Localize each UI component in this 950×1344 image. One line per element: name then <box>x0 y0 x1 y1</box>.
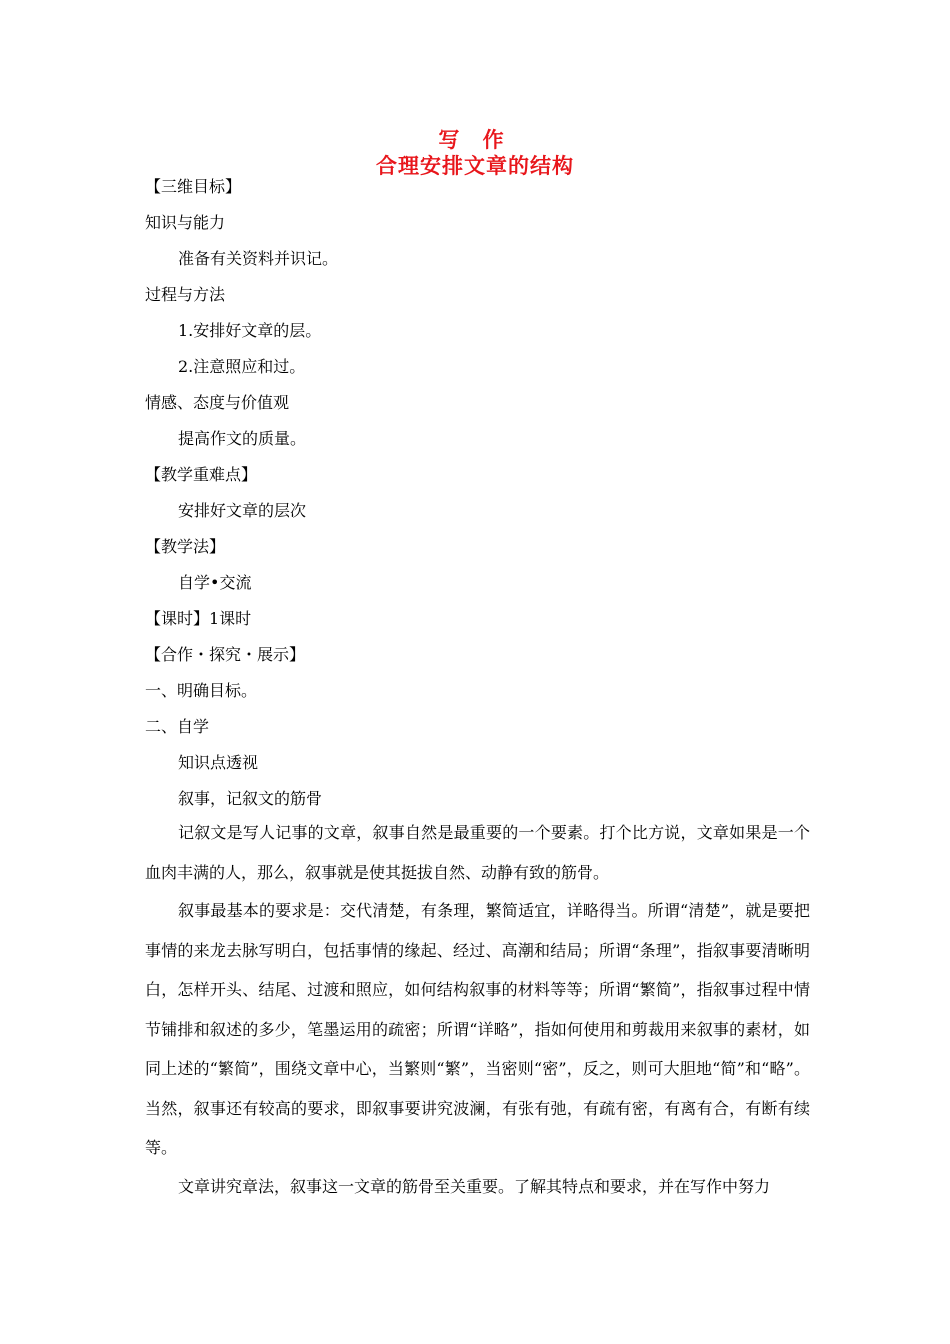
step-1: 一、明确目标。 <box>145 681 258 700</box>
knowledge-item: 准备有关资料并识记。 <box>178 249 339 268</box>
emotion-heading: 情感、态度与价值观 <box>145 393 290 412</box>
coop-heading: 【合作・探究・展示】 <box>145 645 306 664</box>
knowledge-heading: 知识与能力 <box>145 213 226 232</box>
goals-heading: 【三维目标】 <box>145 177 242 196</box>
process-heading: 过程与方法 <box>145 285 226 304</box>
paragraph-1: 记叙文是写人记事的文章，叙事自然是最重要的一个要素。打个比方说，文章如果是一个血肉丰满的人，那么，叙事就是使其挺拔自然、动静有致的筋骨。 <box>145 823 810 882</box>
step-2: 二、自学 <box>145 717 210 736</box>
knowledge-point-heading: 知识点透视 <box>178 753 259 772</box>
paragraph-3: 文章讲究章法，叙事这一文章的筋骨至关重要。了解其特点和要求，并在写作中努力 <box>178 1177 771 1196</box>
keypoints-heading: 【教学重难点】 <box>145 465 258 484</box>
paragraph-2: 叙事最基本的要求是：交代清楚，有条理，繁简适宜，详略得当。所谓“清楚”，就是要把事情的来龙去脉写明白，包括事情的缘起、经过、高潮和结局；所谓“条理”，指叙事要清晰明白，怎样开头、结尾、过渡和照应，如何结构叙事的材料等等；所谓“繁简”，指叙事过程中情节铺排和叙述的多少，笔墨运用的疏密；所谓“详略”，指如何使用和剪裁用来叙事的素材，如同上述的“繁简”，围绕文章中心，当繁则“繁”，当密则“密”，反之，则可大胆地“简”和“略”。当然，叙事还有较高的要求，即叙事要讲究波澜，有张有弛，有疏有密，有离有合，有断有续等。 <box>145 901 810 1157</box>
hours-line: 【课时】1课时 <box>145 609 252 628</box>
document-title: 写 作 <box>438 128 512 152</box>
document-subtitle: 合理安排文章的结构 <box>376 154 574 178</box>
emotion-item: 提高作文的质量。 <box>178 429 307 448</box>
method-heading: 【教学法】 <box>145 537 226 556</box>
process-item-2: 2.注意照应和过。 <box>178 357 306 376</box>
method-item: 自学•交流 <box>178 573 252 592</box>
keypoints-item: 安排好文章的层次 <box>178 501 307 520</box>
process-item-1: 1.安排好文章的层。 <box>178 321 322 340</box>
narration-heading: 叙事，记叙文的筋骨 <box>178 789 323 808</box>
